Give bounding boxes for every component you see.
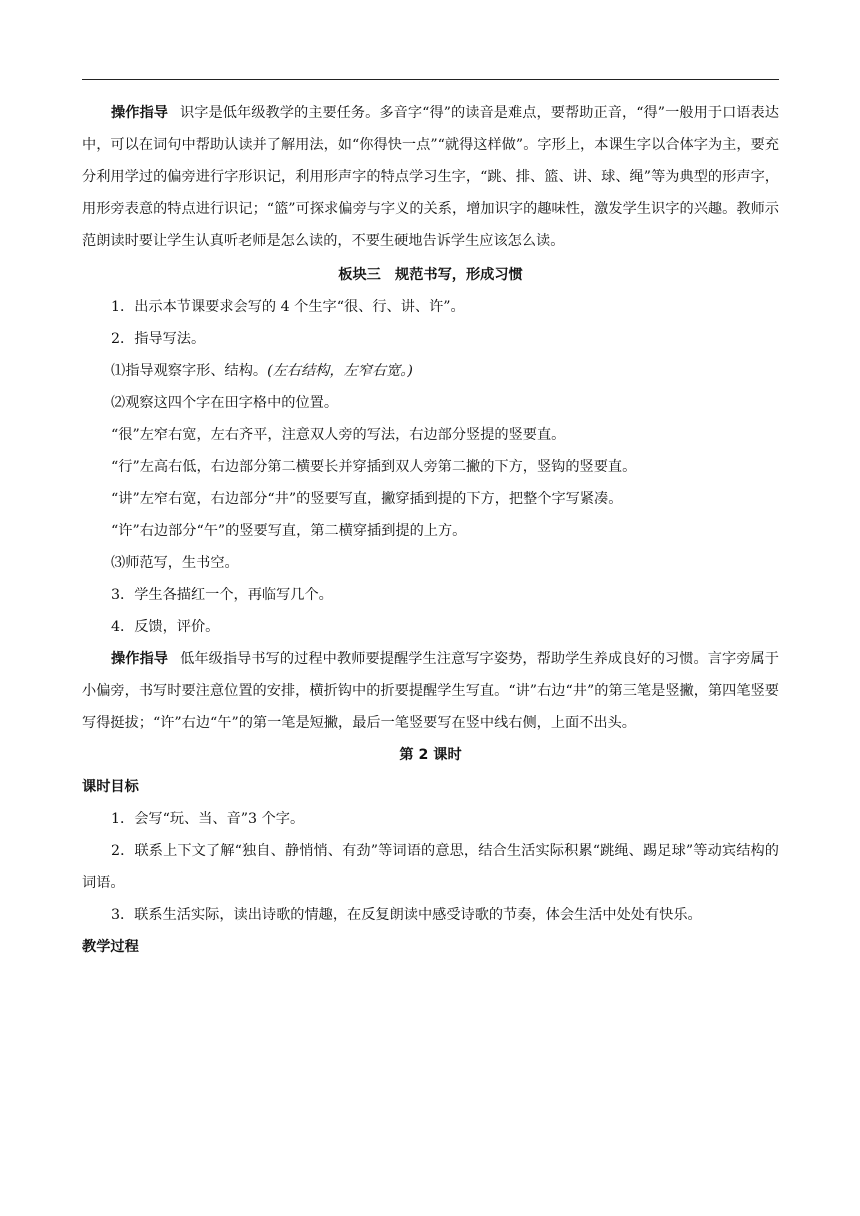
step-2-2: ⑵观察这四个字在田字格中的位置。 — [111, 395, 339, 411]
goals-heading: 课时目标 — [82, 779, 139, 795]
process-heading: 教学过程 — [82, 939, 139, 955]
guidance-text: 识字是低年级教学的主要任务。多音字“得”的读音是难点，要帮助正音，“得”一般用于口语表达中，可以在词句中帮助认读并了解用法，如“你得快一点”“就得这样做”。字形上，本课生字以合体字为主，要充分利用学过的偏旁进行字形识记，利用形声字的特点学习生字，“跳、排、篮、讲、球、绳”等为典型的形声字，用形旁表意的特点进行识记；“篮”可探求偏旁与字义的关系，增加识字的趣味性，激发学生识字的兴趣。教师示范朗读时要让学生认真听老师是怎么读的，不要生硬地告诉学生应该怎么读。 — [82, 105, 779, 249]
step-2-1-note: (左右结构，左窄右宽。) — [267, 363, 413, 379]
char-note-jiang: “讲”左窄右宽，右边部分“井”的竖要写直，撇穿插到提的下方，把整个字写紧凑。 — [111, 491, 623, 507]
section-title: 板块三 规范书写，形成习惯 — [338, 267, 523, 283]
guidance-label: 操作指导 — [111, 651, 169, 667]
step-2: 2．指导写法。 — [111, 331, 206, 347]
goal-2: 2．联系上下文了解“独自、静悄悄、有劲”等词语的意思，结合生活实际积累“跳绳、踢足球”等动宾结构的词语。 — [82, 843, 779, 891]
char-note-xing: “行”左高右低，右边部分第二横要长并穿插到双人旁第二撇的下方，竖钩的竖要直。 — [111, 459, 637, 475]
goal-3: 3．联系生活实际，读出诗歌的情趣，在反复朗读中感受诗歌的节奏，体会生活中处处有快乐。 — [111, 907, 702, 923]
step-2-1 — [82, 355, 779, 387]
header-rule — [82, 79, 779, 80]
goal-1: 1．会写“玩、当、音”3 个字。 — [111, 811, 305, 827]
guidance-label: 操作指导 — [111, 105, 168, 121]
char-note-hen: “很”左窄右宽，左右齐平，注意双人旁的写法，右边部分竖提的竖要直。 — [111, 427, 566, 443]
step-2-3: ⑶师范写，生书空。 — [111, 555, 239, 571]
guidance-text: 低年级指导书写的过程中教师要提醒学生注意写字姿势，帮助学生养成良好的习惯。言字旁属于小偏旁，书写时要注意位置的安排，横折钩中的折要提醒学生写直。“讲”右边“井”的第三笔是竖撇，第四笔竖要写得挺拔；“许”右边“午”的第一笔是短撇，最后一笔竖要写在竖中线右侧，上面不出头。 — [82, 651, 779, 731]
document-body — [82, 97, 779, 963]
guidance-paragraph-2 — [82, 643, 779, 739]
step-4: 4．反馈，评价。 — [111, 619, 220, 635]
guidance-paragraph-1 — [82, 97, 779, 257]
lesson-title: 第 2 课时 — [399, 747, 462, 763]
step-2-1-text: ⑴指导观察字形、结构。 — [111, 363, 268, 379]
step-1: 1．出示本节课要求会写的 4 个生字“很、行、讲、许”。 — [111, 299, 465, 315]
char-note-xu: “许”右边部分“午”的竖要写直，第二横穿插到提的上方。 — [111, 523, 467, 539]
step-3: 3．学生各描红一个，再临写几个。 — [111, 587, 333, 603]
